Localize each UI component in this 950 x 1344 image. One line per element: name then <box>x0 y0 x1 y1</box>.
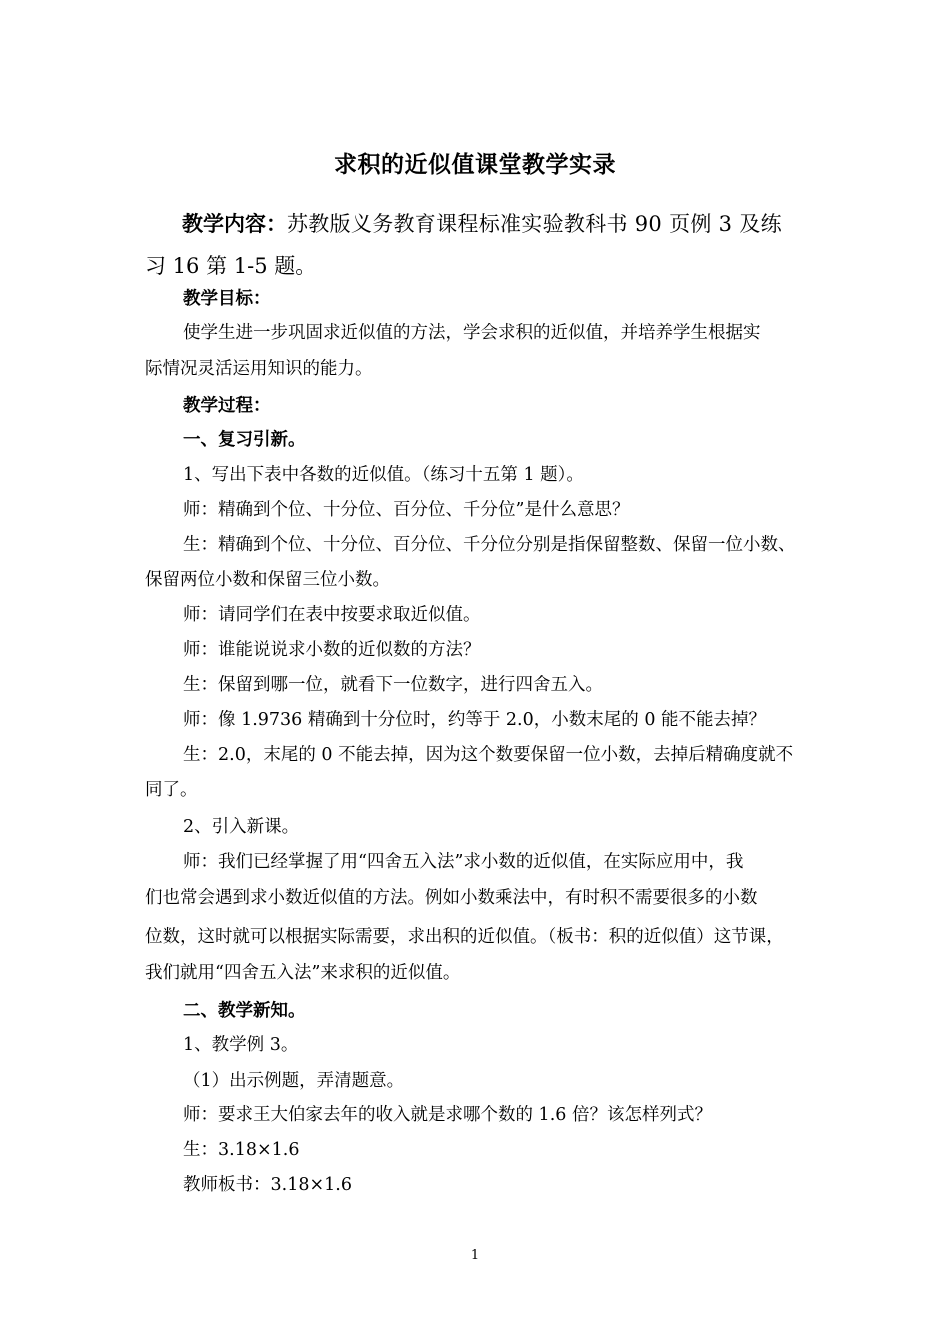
paragraph-line: 生：保留到哪一位，就看下一位数字，进行四舍五入。 <box>183 675 603 695</box>
paragraph-line: 生：精确到个位、十分位、百分位、千分位分别是指保留整数、保留一位小数、 <box>183 535 796 555</box>
paragraph-line: 1、写出下表中各数的近似值。（练习十五第 1 题）。 <box>183 465 584 485</box>
page-number: 1 <box>470 1248 480 1263</box>
objective-line1: 使学生进一步巩固求近似值的方法，学会求积的近似值，并培养学生根据实 <box>183 323 761 343</box>
section1-heading: 一、复习引新。 <box>183 430 306 450</box>
paragraph-line: 同了。 <box>145 780 198 800</box>
content-label: 教学内容： <box>182 211 287 236</box>
content-text-line1: 苏教版义务教育课程标准实验教科书 90 页例 3 及练 <box>287 212 782 236</box>
paragraph-line: 师：谁能说说求小数的近似数的方法？ <box>183 640 481 660</box>
section2-heading: 二、教学新知。 <box>183 1001 306 1021</box>
paragraph-line: 位数，这时就可以根据实际需要，求出积的近似值。（板书：积的近似值）这节课， <box>145 927 784 947</box>
paragraph-line: 我们就用“四舍五入法”来求积的近似值。 <box>145 963 461 983</box>
objective-heading: 教学目标： <box>183 289 271 309</box>
process-heading: 教学过程： <box>183 396 271 416</box>
document-title: 求积的近似值课堂教学实录 <box>334 151 616 178</box>
paragraph-line: 师：像 1.9736 精确到十分位时，约等于 2.0，小数末尾的 0 能不能去掉？ <box>183 710 767 730</box>
paragraph-line: （1）出示例题，弄清题意。 <box>183 1071 405 1091</box>
paragraph-line: 生：3.18×1.6 <box>183 1140 300 1160</box>
paragraph-line: 1、教学例 3。 <box>183 1035 299 1055</box>
paragraph-line: 师：要求王大伯家去年的收入就是求哪个数的 1.6 倍？该怎样列式？ <box>183 1105 712 1125</box>
objective-line2: 际情况灵活运用知识的能力。 <box>145 359 373 379</box>
paragraph-line: 生：2.0，末尾的 0 不能去掉，因为这个数要保留一位小数，去掉后精确度就不 <box>183 745 794 765</box>
paragraph-line: 教师板书：3.18×1.6 <box>183 1175 352 1195</box>
paragraph-line: 2、引入新课。 <box>183 817 300 837</box>
paragraph-line: 保留两位小数和保留三位小数。 <box>145 570 390 590</box>
paragraph-line: 师：我们已经掌握了用“四舍五入法”求小数的近似值，在实际应用中，我 <box>183 852 744 872</box>
paragraph-line: 们也常会遇到求小数近似值的方法。例如小数乘法中，有时积不需要很多的小数 <box>145 888 758 908</box>
paragraph-line: 师：请同学们在表中按要求取近似值。 <box>183 605 481 625</box>
content-text-line2: 习 16 第 1-5 题。 <box>145 254 317 278</box>
paragraph-line: 师：精确到个位、十分位、百分位、千分位”是什么意思？ <box>183 500 630 520</box>
